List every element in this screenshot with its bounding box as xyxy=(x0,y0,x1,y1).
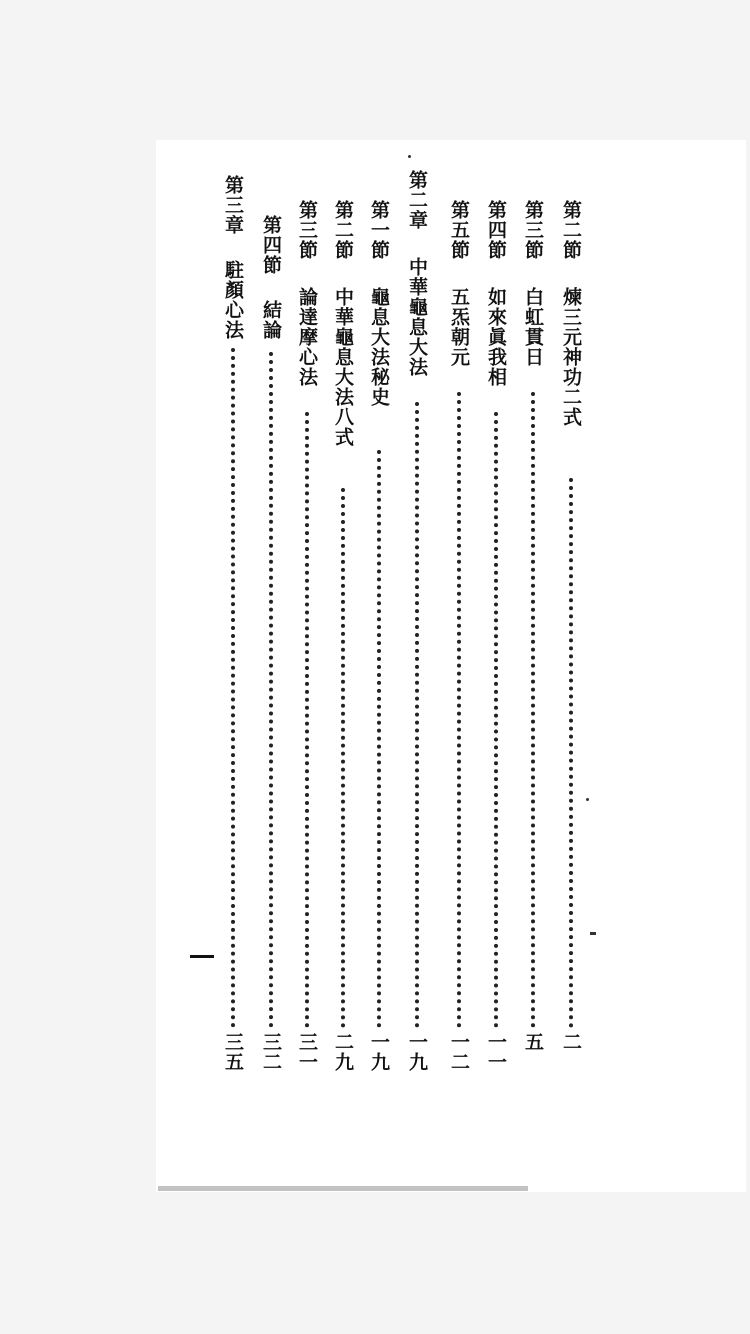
toc-section: 第二節 xyxy=(332,200,354,260)
toc-section: 第二章 xyxy=(406,170,428,230)
toc-page: 三五 xyxy=(222,1032,244,1072)
dot-leader xyxy=(457,392,461,1028)
toc-chapter xyxy=(400,140,436,1192)
toc-entry xyxy=(554,140,590,1192)
toc-title: 白虹貫日 xyxy=(522,287,544,367)
toc-title: 煉三元神功二式 xyxy=(560,287,582,427)
toc-page: 一一 xyxy=(485,1032,507,1072)
dot-leader xyxy=(269,352,273,1028)
toc-section: 第二節 xyxy=(560,200,582,260)
dot-leader xyxy=(569,478,573,1028)
toc-chapter xyxy=(216,140,252,1192)
toc-page: 二 xyxy=(560,1032,582,1052)
toc-section: 第四節 xyxy=(260,215,282,275)
dot-leader xyxy=(415,402,419,1028)
dot-leader xyxy=(305,412,309,1028)
scan-shadow-edge xyxy=(158,1186,528,1191)
scan-speck xyxy=(590,932,596,935)
toc-section: 第一節 xyxy=(368,200,390,260)
toc-section: 第五節 xyxy=(448,200,470,260)
toc-section: 第三節 xyxy=(296,200,318,260)
dot-leader xyxy=(231,348,235,1028)
toc-title: 如來眞我相 xyxy=(485,287,507,387)
toc-title: 駐顏心法 xyxy=(222,260,244,340)
toc-entry xyxy=(442,140,478,1192)
dot-leader xyxy=(494,412,498,1028)
toc-page: 三一 xyxy=(296,1032,318,1072)
toc-title: 五炁朝元 xyxy=(448,287,470,367)
toc-title: 龜息大法秘史 xyxy=(368,287,390,407)
toc-title: 中華龜息大法八式 xyxy=(332,287,354,447)
toc-page: 三二 xyxy=(260,1032,282,1072)
dot-leader xyxy=(531,392,535,1028)
toc-page: 五 xyxy=(522,1032,544,1052)
toc-page: 一二 xyxy=(448,1032,470,1072)
toc-section: 第四節 xyxy=(485,200,507,260)
toc-title: 論達摩心法 xyxy=(296,287,318,387)
dot-leader xyxy=(377,450,381,1028)
toc-entry xyxy=(254,140,290,1192)
toc-entry xyxy=(362,140,398,1192)
toc-section: 第三節 xyxy=(522,200,544,260)
toc-page: 一九 xyxy=(406,1032,428,1072)
toc-page: 一九 xyxy=(368,1032,390,1072)
toc-entry xyxy=(290,140,326,1192)
toc-entry xyxy=(516,140,552,1192)
toc-entry xyxy=(479,140,515,1192)
scan-speck xyxy=(408,155,411,158)
toc-title: 結論 xyxy=(260,300,282,340)
toc-title: 中華龜息大法 xyxy=(406,257,428,377)
dot-leader xyxy=(341,488,345,1028)
book-page xyxy=(156,140,746,1192)
scan-speck xyxy=(586,798,589,801)
toc-entry xyxy=(326,140,362,1192)
toc-page: 二九 xyxy=(332,1032,354,1072)
page-folio-mark xyxy=(190,955,214,958)
toc-section: 第三章 xyxy=(222,175,244,235)
